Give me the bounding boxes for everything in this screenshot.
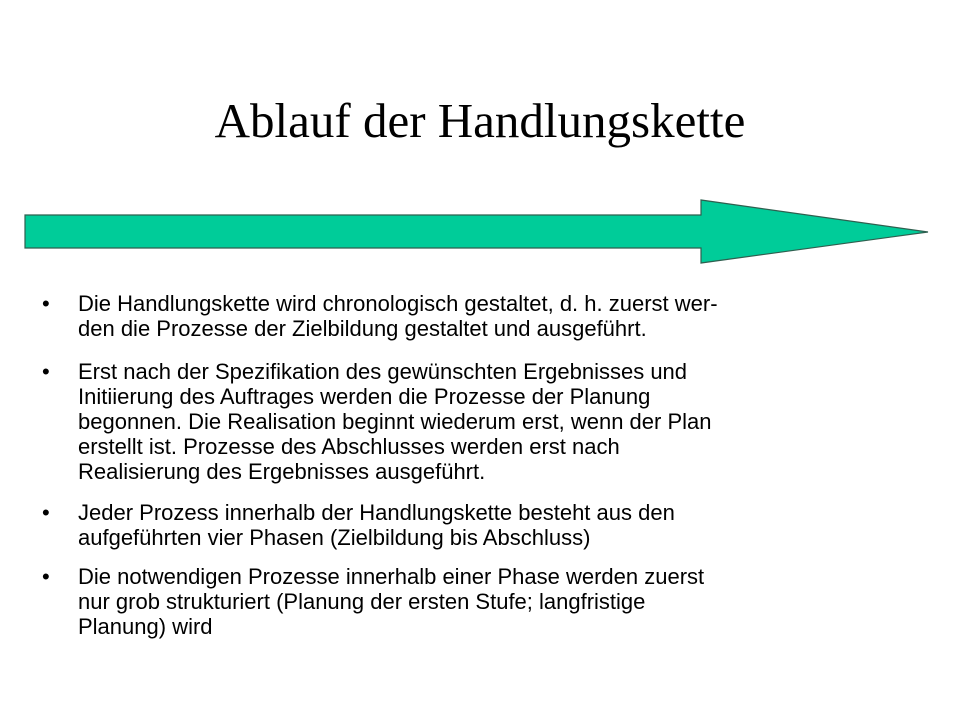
- bullet-item: [42, 564, 882, 639]
- arrow-shape: [25, 200, 928, 263]
- bullet-text: Die notwendigen Prozesse innerhalb einer Phase werden zuerst nur grob strukturiert (Planung der ersten Stufe; langfristige Planung) wird: [78, 564, 705, 639]
- bullet-marker: •: [42, 564, 50, 589]
- bullet-text: Erst nach der Spezifikation des gewünschten Ergebnisses und Initiierung des Auftrages werden die Prozesse der Planung begonnen. Die Realisation beginnt wiederum erst, wenn der Plan erstellt ist. Prozesse des Abschlusses werden erst nach Realisierung des Ergebnisses ausgeführt.: [78, 359, 712, 484]
- bullet-marker: •: [42, 359, 50, 384]
- bullet-list: [42, 291, 882, 657]
- bullet-item: [42, 500, 882, 550]
- bullet-marker: •: [42, 291, 50, 316]
- slide-title: Ablauf der Handlungskette: [214, 93, 746, 148]
- bullet-text: Die Handlungskette wird chronologisch gestaltet, d. h. zuerst wer- den die Prozesse der Zielbildung gestaltet und ausgeführt.: [78, 291, 718, 341]
- timeline-arrow-icon: [0, 0, 960, 300]
- bullet-text: Jeder Prozess innerhalb der Handlungskette besteht aus den aufgeführten vier Phasen (Zielbildung bis Abschluss): [78, 500, 675, 550]
- bullet-item: [42, 359, 882, 484]
- bullet-marker: •: [42, 500, 50, 525]
- bullet-item: [42, 291, 882, 341]
